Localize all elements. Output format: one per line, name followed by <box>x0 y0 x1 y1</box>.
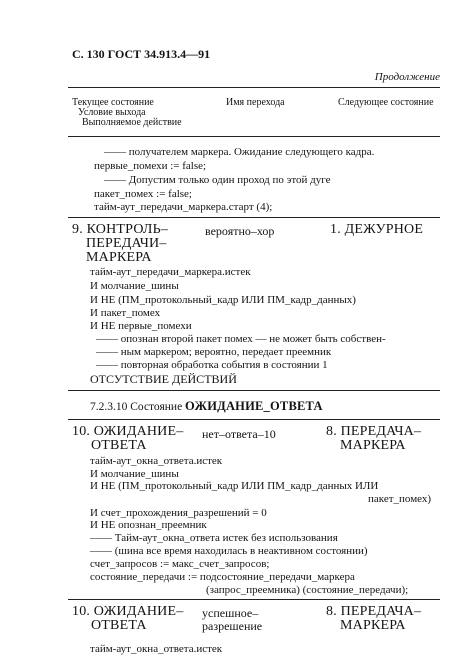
condition-line: И НЕ (ПМ_протокольный_кадр ИЛИ ПМ_кадр_данных ИЛИ <box>90 480 379 492</box>
transition-name: нет–ответа–10 <box>202 427 276 441</box>
state-current: 10. ОЖИДАНИЕ– <box>72 604 184 619</box>
condition-line: пакет_помех) <box>368 493 432 505</box>
comment-line: —— опознан второй пакет помех — не может быть собствен- <box>96 333 386 345</box>
action-line: пакет_помех := false; <box>94 188 192 200</box>
col-transition-name: Имя перехода <box>226 97 285 108</box>
state-current: 10. ОЖИДАНИЕ– <box>72 424 184 439</box>
comment-line: —— Тайм-аут_окна_ответа истек без использования <box>90 532 338 544</box>
col-current-state: Текущее состояние <box>72 97 154 108</box>
comment-line: —— ным маркером; вероятно, передает преемник <box>96 346 332 358</box>
action-line: ОТСУТСТВИЕ ДЕЙСТВИЙ <box>90 372 237 386</box>
condition-line: И пакет_помех <box>90 307 161 319</box>
section-number: 7.2.3.10 <box>90 401 128 413</box>
comment-line: —— Допустим только один проход по этой дуге <box>104 174 331 186</box>
condition-line: И молчание_шины <box>90 468 179 480</box>
action-line: тайм-аут_передачи_маркера.старт (4); <box>94 201 273 213</box>
transition-name: вероятно–хор <box>205 224 275 238</box>
section-state-name: ОЖИДАНИЕ_ОТВЕТА <box>185 399 323 413</box>
row-rule <box>68 419 440 420</box>
action-line: счет_запросов := макс_счет_запросов; <box>90 558 270 570</box>
action-line: (запрос_преемника) (состояние_передачи); <box>206 584 409 596</box>
row-rule <box>68 599 440 600</box>
action-line: первые_помехи := false; <box>94 160 207 172</box>
condition-line: тайм-аут_окна_ответа.истек <box>90 643 223 655</box>
action-line: —— получателем маркера. Ожидание следующего кадра. <box>104 146 375 158</box>
transition-name: успешное– <box>202 606 259 620</box>
col-action: Выполняемое действие <box>82 117 182 128</box>
condition-line: И молчание_шины <box>90 280 179 292</box>
col-exit-condition: Условие выхода <box>78 107 146 118</box>
action-line: состояние_передачи := подсостояние_передачи_маркера <box>90 571 355 583</box>
comment-line: —— повторная обработка события в состоянии 1 <box>96 359 328 371</box>
state-current: 9. КОНТРОЛЬ– <box>72 222 169 237</box>
table-head-rule <box>68 136 440 137</box>
state-next: 8. ПЕРЕДАЧА– <box>326 424 422 439</box>
state-next: 1. ДЕЖУРНОЕ <box>330 222 424 237</box>
section-label: Состояние <box>130 401 183 413</box>
continuation-label: Продолжение <box>374 71 440 83</box>
condition-line: тайм-аут_передачи_маркера.истек <box>90 266 251 278</box>
state-current: ПЕРЕДАЧИ– <box>86 236 167 251</box>
condition-line: И НЕ (ПМ_протокольный_кадр ИЛИ ПМ_кадр_данных) <box>90 294 356 306</box>
row-rule <box>68 390 440 391</box>
state-next: 8. ПЕРЕДАЧА– <box>326 604 422 619</box>
condition-line: И НЕ первые_помехи <box>90 320 192 332</box>
table-top-rule <box>68 87 440 88</box>
row-rule <box>68 217 440 218</box>
state-next: МАРКЕРА <box>340 618 406 633</box>
transition-name: разрешение <box>202 619 263 633</box>
state-next: МАРКЕРА <box>340 438 406 453</box>
condition-line: И НЕ опознан_преемник <box>90 519 207 531</box>
page-reference: С. 130 ГОСТ 34.913.4—91 <box>72 47 211 61</box>
state-current: ОТВЕТА <box>91 438 147 453</box>
section-heading <box>90 399 323 414</box>
state-current: МАРКЕРА <box>86 250 152 265</box>
col-next-state: Следующее состояние <box>338 97 434 108</box>
comment-line: —— (шина все время находилась в неактивном состоянии) <box>90 545 368 557</box>
state-current: ОТВЕТА <box>91 618 147 633</box>
condition-line: тайм-аут_окна_ответа.истек <box>90 455 223 467</box>
condition-line: И счет_прохождения_разрешений = 0 <box>90 507 267 519</box>
